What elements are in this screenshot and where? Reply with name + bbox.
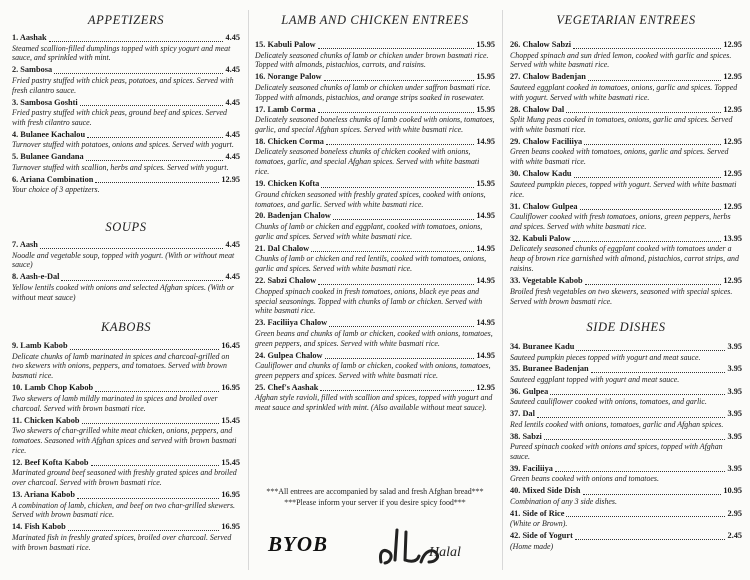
dot-leader xyxy=(585,284,722,285)
dot-leader xyxy=(537,417,726,418)
section-title-appetizers: APPETIZERS xyxy=(87,13,165,27)
menu-item xyxy=(12,175,240,195)
menu-item-name: 7. Aash xyxy=(12,240,38,249)
menu-item-header xyxy=(255,72,495,83)
section-title-side-dishes: SIDE DISHES xyxy=(586,320,666,334)
dot-leader xyxy=(77,498,219,499)
dot-leader xyxy=(68,530,220,531)
dot-leader xyxy=(95,182,219,183)
menu-item-description: Green beans cooked with onions and tomatoes. xyxy=(510,474,659,484)
menu-item-name: 33. Vegetable Kabob xyxy=(510,276,583,286)
menu-item-description: Cauliflower and chunks of lamb or chicken, cooked with onions, tomatoes, green peppers and spices. Served with white basmati rice. xyxy=(255,361,491,381)
menu-item-name: 21. Dal Chalow xyxy=(255,243,310,253)
menu-item-header xyxy=(510,40,742,51)
menu-item-header xyxy=(12,33,240,44)
menu-item-header xyxy=(255,105,495,116)
dot-leader xyxy=(86,160,224,161)
menu-item xyxy=(510,464,742,484)
dot-leader xyxy=(54,73,223,74)
menu-item xyxy=(510,234,742,274)
menu-item-name: 22. Sabzi Chalow xyxy=(255,276,317,286)
menu-item-price: 15.95 xyxy=(476,179,495,189)
menu-item-name: 27. Chalow Badenjan xyxy=(510,72,586,82)
menu-item xyxy=(510,202,742,232)
dot-leader xyxy=(70,349,220,350)
menu-item-description: Chunks of lamb or chicken and red lentils, cooked with tomatoes, onions, garlic and spices. Served with white basmati rice. xyxy=(255,254,487,274)
menu-item xyxy=(12,383,240,413)
dot-leader xyxy=(320,390,474,391)
menu-item xyxy=(12,98,240,128)
menu-item-price: 4.45 xyxy=(225,97,240,107)
menu-item-name: 9. Lamb Kabob xyxy=(12,341,68,350)
menu-item-name: 26. Chalow Sabzi xyxy=(510,40,572,49)
menu-item-price: 16.45 xyxy=(221,341,240,350)
menu-item-name: 24. Gulpea Chalow xyxy=(255,350,323,360)
menu-item-description: Sauteed eggplant cooked in tomatoes, onions, garlic and spices. Topped with yogurt. Served with white basmati rice. xyxy=(510,82,738,102)
vegetarian-list xyxy=(510,40,742,308)
menu-item-description: A combination of lamb, chicken, and beef on two char-grilled skewers. Served with brown basmati rice. xyxy=(12,500,236,520)
dot-leader xyxy=(588,80,721,81)
menu-item-price: 14.95 xyxy=(476,276,495,286)
menu-item-price: 15.95 xyxy=(476,104,495,114)
menu-item-price: 12.95 xyxy=(221,174,240,184)
menu-item-name: 4. Bulanee Kachalou xyxy=(12,129,86,139)
dot-leader xyxy=(321,187,474,188)
menu-item-name: 17. Lamb Corma xyxy=(255,104,316,114)
column-divider xyxy=(248,10,249,570)
menu-item-price: 4.45 xyxy=(225,240,240,249)
menu-item-price: 12.95 xyxy=(723,104,742,114)
section-title-vegetarian-entrees: VEGETARIAN ENTREES xyxy=(556,13,696,27)
menu-item-description: Chopped spinach cooked in fresh tomatoes, onions, black eye peas and special seasonings. Topped with chunks of lamb or chicken. Served with white basmati rice. xyxy=(255,286,483,316)
menu-item xyxy=(255,318,495,348)
side-dishes-list xyxy=(510,342,742,554)
menu-item-price: 13.95 xyxy=(723,233,742,243)
menu-item xyxy=(255,105,495,135)
menu-item-description: Delicately seasoned chunks of eggplant cooked with tomatoes under a heap of brown rice garnished with almond, pistachios, carrot strips, and raisins. xyxy=(510,244,739,274)
menu-item-price: 12.95 xyxy=(723,201,742,211)
menu-item xyxy=(255,276,495,316)
menu-item-price: 4.45 xyxy=(225,33,240,42)
menu-item xyxy=(510,432,742,462)
dot-leader xyxy=(550,394,725,395)
menu-item-name: 14. Fish Kabob xyxy=(12,522,66,532)
menu-item-header xyxy=(510,509,742,520)
menu-item-price: 3.95 xyxy=(727,342,742,351)
dot-leader xyxy=(324,80,475,81)
menu-item xyxy=(255,383,495,413)
menu-item xyxy=(510,137,742,167)
menu-item-description: Combination of any 3 side dishes. xyxy=(510,496,617,506)
appetizers-list xyxy=(12,33,240,197)
menu-item-description: (Home made) xyxy=(510,541,554,551)
menu-item-description: Turnover stuffed with scallion, herbs and spices. Served with yogurt. xyxy=(12,162,229,172)
menu-item-price: 3.95 xyxy=(727,463,742,473)
menu-item-description: Sauteed cauliflower cooked with onions, tomatoes, and garlic. xyxy=(510,397,707,407)
menu-item xyxy=(510,387,742,407)
menu-item-price: 15.95 xyxy=(476,72,495,82)
menu-item-name: 19. Chicken Kofta xyxy=(255,179,320,189)
menu-item xyxy=(12,490,240,520)
menu-item-price: 10.95 xyxy=(723,486,742,496)
menu-item-description: Marinated ground beef seasoned with freshly grated spices and broiled over charcoal. Served with brown basmati rice. xyxy=(12,468,237,488)
menu-item-header xyxy=(510,531,742,542)
menu-item-header xyxy=(510,72,742,83)
menu-item-price: 12.95 xyxy=(723,276,742,286)
menu-item-price: 3.95 xyxy=(727,386,742,396)
menu-item-price: 12.95 xyxy=(723,169,742,179)
menu-item-header xyxy=(12,416,240,427)
menu-item xyxy=(12,272,240,302)
dot-leader xyxy=(333,219,474,220)
menu-item xyxy=(255,244,495,274)
menu-item-description: Ground chicken seasoned with freshly grated spices, cooked with onions, tomatoes, and garlic. Served with white basmati rice. xyxy=(255,189,486,209)
menu-item-description: Delicately seasoned boneless chunks of lamb cooked with onions, tomatoes, garlic, and special Afghan spices. Served with white basmati rice. xyxy=(255,115,495,135)
dot-leader xyxy=(591,372,726,373)
dot-leader xyxy=(326,144,474,145)
menu-item-price: 12.95 xyxy=(476,382,495,392)
menu-item-name: 32. Kabuli Palow xyxy=(510,233,571,243)
menu-item-header xyxy=(12,458,240,469)
menu-item-price: 3.95 xyxy=(727,431,742,441)
menu-item xyxy=(510,40,742,70)
halal-label: Halal xyxy=(429,545,461,560)
dot-leader xyxy=(80,105,224,106)
soups-list xyxy=(12,240,240,305)
menu-item-header xyxy=(12,522,240,533)
menu-item-price: 3.95 xyxy=(727,364,742,374)
menu-column-middle xyxy=(255,0,495,580)
menu-item-price: 16.95 xyxy=(221,522,240,532)
menu-item-name: 36. Gulpea xyxy=(510,386,549,396)
dot-leader xyxy=(318,112,475,113)
menu-item-header xyxy=(12,490,240,501)
menu-item-name: 40. Mixed Side Dish xyxy=(510,486,581,496)
menu-item xyxy=(255,179,495,209)
menu-item-header xyxy=(510,342,742,353)
dot-leader xyxy=(573,241,722,242)
menu-item-price: 3.95 xyxy=(727,409,742,419)
menu-item-header xyxy=(510,432,742,443)
dot-leader xyxy=(566,516,725,517)
menu-item xyxy=(255,351,495,381)
menu-item-description: Chopped spinach and sun dried lemon, cooked with garlic and spices. Served with white basmati rice. xyxy=(510,50,732,70)
menu-item xyxy=(510,486,742,506)
menu-item xyxy=(12,522,240,552)
menu-item-description: Sauteed pumpkin pieces topped with yogurt and meat sauce. xyxy=(510,352,701,362)
dot-leader xyxy=(318,48,475,49)
menu-item-description: Yellow lentils cooked with onions and selected Afghan spices. (With or without meat sauce) xyxy=(12,282,235,302)
menu-item-name: 5. Bulanee Gandana xyxy=(12,152,84,162)
menu-item-description: Sauteed eggplant topped with yogurt and meat sauce. xyxy=(510,374,680,384)
section-title-soups: SOUPS xyxy=(105,220,147,234)
menu-item xyxy=(12,416,240,456)
menu-item-name: 1. Aashak xyxy=(12,33,47,42)
menu-item-header xyxy=(12,341,240,352)
menu-item-name: 18. Chicken Corma xyxy=(255,136,324,146)
menu-item-price: 2.45 xyxy=(727,531,742,541)
menu-item-description: Broiled fresh vegetables on two skewers, seasoned with special spices. Served with brown basmati rice. xyxy=(510,286,733,306)
entree-note-salad: ***All entrees are accompanied by salad and fresh Afghan bread*** xyxy=(266,487,484,496)
menu-item-header xyxy=(12,65,240,76)
menu-item xyxy=(255,137,495,177)
menu-item xyxy=(12,240,240,270)
section-title-kabobs: KABOBS xyxy=(100,320,152,334)
dot-leader xyxy=(40,248,224,249)
menu-item-header xyxy=(255,318,495,329)
menu-item-header xyxy=(255,137,495,148)
menu-item-header xyxy=(255,351,495,362)
dot-leader xyxy=(95,391,219,392)
menu-item-name: 25. Chef's Aashak xyxy=(255,382,319,392)
dot-leader xyxy=(329,326,474,327)
menu-item xyxy=(255,72,495,102)
menu-item xyxy=(510,276,742,306)
menu-item-name: 42. Side of Yogurt xyxy=(510,531,573,541)
menu-item-price: 14.95 xyxy=(476,243,495,253)
menu-item xyxy=(255,40,495,70)
menu-item-name: 39. Faciliiya xyxy=(510,463,553,473)
column-divider xyxy=(502,10,503,570)
menu-item-name: 23. Faciliiya Chalow xyxy=(255,318,328,328)
menu-item-name: 29. Chalow Faciliiya xyxy=(510,136,583,146)
menu-item-name: 2. Sambosa xyxy=(12,65,53,75)
menu-item-header xyxy=(510,387,742,398)
menu-item-name: 16. Norange Palow xyxy=(255,72,322,82)
menu-column-right xyxy=(510,0,742,580)
menu-item-price: 14.95 xyxy=(476,350,495,360)
menu-item-name: 38. Sabzi xyxy=(510,431,542,441)
menu-item xyxy=(510,72,742,102)
section-title-lamb-chicken-entrees: LAMB AND CHICKEN ENTREES xyxy=(281,13,469,27)
dot-leader xyxy=(82,423,220,424)
menu-item-description: Red lentils cooked with onions, tomatoes, garlic and Afghan spices. xyxy=(510,419,724,429)
dot-leader xyxy=(87,137,223,138)
menu-item-description: Delicately seasoned chunks of lamb or chicken under saffron basmati rice. Topped with almonds, pistachios, and orange strips soaked in rosewater. xyxy=(255,82,491,102)
dot-leader xyxy=(544,439,726,440)
menu-item-header xyxy=(255,244,495,255)
menu-item xyxy=(510,531,742,551)
menu-item-header xyxy=(12,130,240,141)
menu-item-description: Cauliflower cooked with fresh tomatoes, onions, green peppers, herbs and spices. Served with white basmati rice. xyxy=(510,212,731,231)
menu-item-header xyxy=(510,464,742,475)
menu-item xyxy=(510,509,742,529)
dot-leader xyxy=(555,471,726,472)
menu-item-header xyxy=(510,234,742,245)
menu-item xyxy=(12,152,240,172)
menu-item-price: 16.95 xyxy=(221,383,240,393)
menu-item xyxy=(12,65,240,95)
menu-item-name: 34. Buranee Kadu xyxy=(510,342,575,351)
menu-item-description: Steamed scallion-filled dumplings topped with spicy yogurt and meat sauce, and sprinkled with mint. xyxy=(12,43,231,63)
menu-item-name: 8. Aash-e-Dal xyxy=(12,272,60,282)
menu-item-description: Sauteed pumpkin pieces, topped with yogurt. Served with white basmati rice. xyxy=(510,179,737,199)
menu-item-header xyxy=(255,211,495,222)
menu-item-header xyxy=(510,202,742,213)
menu-item xyxy=(510,409,742,429)
menu-item-description: Marinated fish in freshly grated spices, broiled over charcoal. Served with brown basmati rice. xyxy=(12,532,232,552)
byob-label: BYOB xyxy=(268,532,329,556)
menu-item-description: Green beans and chunks of lamb or chicken, cooked with onions, tomatoes, green peppers, and spices. Served with white basmati rice. xyxy=(255,328,493,348)
menu-item xyxy=(510,364,742,384)
menu-item-header xyxy=(12,240,240,251)
menu-item-price: 4.45 xyxy=(225,129,240,139)
menu-item-description: Delicate chunks of lamb marinated in spices and charcoal-grilled on two skewers with onions, peppers, and tomatoes. Served with brown basmati rice. xyxy=(12,351,230,381)
menu-item xyxy=(12,341,240,381)
menu-item-description: Afghan style ravioli, filled with scallion and spices, topped with yogurt and meat sauce and sprinkled with mint. (Also available without meat sauce). xyxy=(255,393,493,413)
menu-item-description: Chunks of lamb or chicken and eggplant, cooked with tomatoes, onions, garlic and spices. Served with white basmati rice. xyxy=(255,221,483,241)
menu-item-header xyxy=(510,486,742,497)
menu-item-name: 13. Ariana Kabob xyxy=(12,490,75,500)
menu-item-price: 2.95 xyxy=(727,508,742,518)
dot-leader xyxy=(318,284,474,285)
dot-leader xyxy=(61,280,223,281)
menu-item-description: Two skewers of lamb mildly marinated in spices and broiled over charcoal. Served with brown basmati rice. xyxy=(12,393,218,413)
menu-item-header xyxy=(510,137,742,148)
kabobs-list xyxy=(12,341,240,555)
dot-leader xyxy=(574,177,722,178)
dot-leader xyxy=(91,465,220,466)
menu-item-price: 12.95 xyxy=(723,72,742,82)
menu-item xyxy=(510,105,742,135)
menu-item-name: 10. Lamb Chop Kabob xyxy=(12,383,94,393)
menu-item-description: Turnover stuffed with potatoes, onions and spices. Served with yogurt. xyxy=(12,140,234,150)
menu-item-description: Noodle and vegetable soup, topped with yogurt. (With or without meat sauce) xyxy=(12,250,235,270)
menu-item-header xyxy=(510,105,742,116)
dot-leader xyxy=(584,144,721,145)
menu-item-name: 30. Chalow Kadu xyxy=(510,169,572,179)
menu-item-header xyxy=(255,179,495,190)
dot-leader xyxy=(580,209,722,210)
dot-leader xyxy=(575,539,726,540)
dot-leader xyxy=(576,350,725,351)
menu-item-header xyxy=(12,152,240,163)
dot-leader xyxy=(311,251,474,252)
menu-item-price: 15.45 xyxy=(221,457,240,467)
menu-item-name: 31. Chalow Gulpea xyxy=(510,201,578,211)
menu-item xyxy=(12,458,240,488)
menu-item-description: Delicately seasoned chunks of lamb or chicken under brown basmati rice. Topped with almonds, pistachios, carrots, and raisins. xyxy=(255,50,489,70)
menu-item-name: 20. Badenjan Chalow xyxy=(255,211,331,221)
menu-item-description: Two skewers of char-grilled white meat chicken, onions, peppers, and tomatoes. Seasoned with Afghan spices and served with brown basmati rice. xyxy=(12,426,237,455)
menu-item-header xyxy=(255,40,495,51)
menu-column-left xyxy=(12,0,240,580)
menu-item-name: 37. Dal xyxy=(510,409,535,419)
menu-item-price: 15.45 xyxy=(221,415,240,425)
dot-leader xyxy=(566,112,721,113)
menu-item-header xyxy=(12,175,240,186)
menu-item xyxy=(510,169,742,199)
dot-leader xyxy=(49,41,224,42)
menu-item-name: 3. Sambosa Goshti xyxy=(12,97,78,107)
menu-item-header xyxy=(12,383,240,394)
menu-item-header xyxy=(255,276,495,287)
dot-leader xyxy=(325,358,475,359)
menu-item-price: 12.95 xyxy=(723,136,742,146)
menu-item-header xyxy=(12,272,240,283)
menu-item-price: 14.95 xyxy=(476,136,495,146)
menu-item-header xyxy=(255,383,495,394)
menu-item-price: 4.45 xyxy=(225,152,240,162)
menu-item-name: 6. Ariana Combination xyxy=(12,174,94,184)
entrees-list xyxy=(255,40,495,415)
menu-item xyxy=(510,342,742,362)
menu-item-price: 15.95 xyxy=(476,40,495,49)
menu-item-header xyxy=(510,364,742,375)
menu-item-price: 14.95 xyxy=(476,318,495,328)
menu-item-price: 4.45 xyxy=(225,272,240,282)
entree-note-spicy: ***Please inform your server if you desire spicy food*** xyxy=(284,498,466,507)
menu-item-description: Fried pastry stuffed with chick peas, potatoes, and spices. Served with fresh cilantro sauce. xyxy=(12,75,234,95)
menu-item xyxy=(12,33,240,63)
menu-item-price: 14.95 xyxy=(476,211,495,221)
menu-item-name: 35. Buranee Badenjan xyxy=(510,364,589,374)
menu-item-description: (White or Brown). xyxy=(510,519,568,529)
dot-leader xyxy=(573,48,721,49)
menu-item-description: Pureed spinach cooked with onions and spices, topped with Afghan sauce. xyxy=(510,442,723,462)
menu-item xyxy=(12,130,240,150)
menu-item-header xyxy=(510,276,742,287)
menu-item-header xyxy=(510,169,742,180)
menu-item-header xyxy=(12,98,240,109)
menu-item-header xyxy=(510,409,742,420)
dot-leader xyxy=(583,494,722,495)
menu-item-description: Your choice of 3 appetizers. xyxy=(12,185,100,195)
menu-item-description: Green beans cooked with tomatoes, onions, garlic and spices. Served with white basmati rice. xyxy=(510,147,729,167)
menu-item-description: Split Mung peas cooked in tomatoes, onions, garlic and spices. Served with white basmati rice. xyxy=(510,115,733,135)
menu-item-name: 12. Beef Kofta Kabob xyxy=(12,457,89,467)
menu-item-description: Fried pastry stuffed with chick peas, ground beef and spices. Served with fresh cilantro sauce. xyxy=(12,108,227,128)
menu-item-name: 11. Chicken Kabob xyxy=(12,415,80,425)
menu-item xyxy=(255,211,495,241)
menu-item-description: Delicately seasoned boneless chunks of chicken cooked with onions, tomatoes, garlic, and special Afghan spices. Served with white basmati rice. xyxy=(255,147,480,177)
menu-item-price: 4.45 xyxy=(225,65,240,75)
menu-item-price: 16.95 xyxy=(221,490,240,500)
menu-item-name: 15. Kabuli Palow xyxy=(255,40,316,49)
menu-item-name: 41. Side of Rice xyxy=(510,508,565,518)
menu-item-name: 28. Chalow Dal xyxy=(510,104,565,114)
menu-item-price: 12.95 xyxy=(723,40,742,49)
